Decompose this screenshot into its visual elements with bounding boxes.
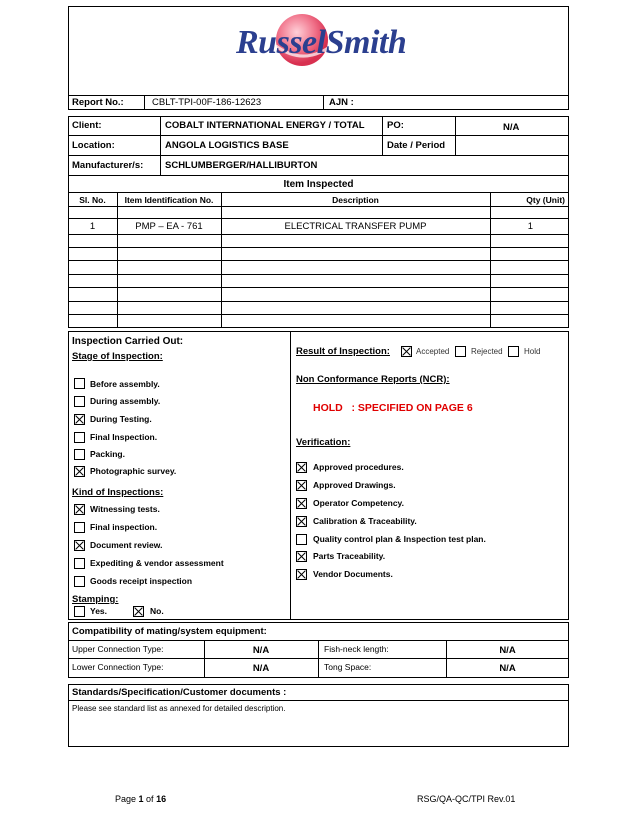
manufacturer-value: SCHLUMBERGER/HALLIBURTON xyxy=(165,160,318,171)
stage-label-3: During Testing. xyxy=(90,414,152,424)
stage-checkbox-3[interactable] xyxy=(74,414,85,425)
tong-space-label: Tong Space: xyxy=(324,662,372,672)
item-inspected-title: Item Inspected xyxy=(283,179,354,190)
stage-checkbox-4[interactable] xyxy=(74,432,85,443)
lower-connection-value: N/A xyxy=(252,663,270,674)
result-checkbox-accepted[interactable] xyxy=(401,346,412,357)
standards-title: Standards/Specification/Customer documents : xyxy=(72,687,287,698)
stamping-checkbox-no[interactable] xyxy=(133,606,144,617)
document-code: RSG/QA-QC/TPI Rev.01 xyxy=(417,794,516,804)
kind-checkbox-1[interactable] xyxy=(74,504,85,515)
stage-label-2: During assembly. xyxy=(90,396,161,406)
hold-note: HOLD : SPECIFIED ON PAGE 6 xyxy=(313,402,473,414)
report-no-value: CBLT-TPI-00F-186-12623 xyxy=(152,97,262,108)
verification-label-3: Operator Competency. xyxy=(313,498,405,508)
col-header-description: Description xyxy=(332,195,379,205)
ncr-title: Non Conformance Reports (NCR): xyxy=(296,374,450,385)
ajn-label: AJN : xyxy=(329,97,354,108)
page-number xyxy=(115,795,166,804)
verification-label-4: Calibration & Traceability. xyxy=(313,516,417,526)
kind-title: Kind of Inspections: xyxy=(72,487,164,498)
page-current: 1 xyxy=(138,794,144,804)
client-label: Client: xyxy=(72,120,102,131)
kind-checkbox-4[interactable] xyxy=(74,558,85,569)
col-header-qty: Qty (Unit) xyxy=(526,195,565,205)
row-1-item-id: PMP – EA - 761 xyxy=(135,221,203,232)
verification-checkbox-1[interactable] xyxy=(296,462,307,473)
verification-label-5: Quality control plan & Inspection test plan. xyxy=(313,534,486,544)
row-1-description: ELECTRICAL TRANSFER PUMP xyxy=(284,221,427,232)
kind-label-2: Final inspection. xyxy=(90,522,158,532)
stamping-title: Stamping: xyxy=(72,594,119,605)
col-header-item-id: Item Identification No. xyxy=(124,195,214,205)
page-of: of xyxy=(143,794,157,804)
verification-label-6: Parts Traceability. xyxy=(313,551,386,561)
fish-neck-value: N/A xyxy=(499,645,516,656)
verification-checkbox-4[interactable] xyxy=(296,516,307,527)
stamping-label-yes: Yes. xyxy=(90,606,108,616)
col-header-slno: Sl. No. xyxy=(79,195,106,205)
kind-checkbox-3[interactable] xyxy=(74,540,85,551)
kind-label-5: Goods receipt inspection xyxy=(90,576,193,586)
kind-label-3: Document review. xyxy=(90,540,163,550)
tong-space-value: N/A xyxy=(499,663,516,674)
stage-checkbox-6[interactable] xyxy=(74,466,85,477)
upper-connection-label: Upper Connection Type: xyxy=(72,644,164,654)
verification-checkbox-2[interactable] xyxy=(296,480,307,491)
stage-title: Stage of Inspection: xyxy=(72,351,163,362)
date-label: Date / Period xyxy=(387,140,446,151)
page-prefix: Page xyxy=(115,794,139,804)
verification-label-2: Approved Drawings. xyxy=(313,480,396,490)
result-title: Result of Inspection: xyxy=(296,346,390,357)
result-checkbox-rejected[interactable] xyxy=(455,346,466,357)
result-label-hold: Hold xyxy=(524,347,541,356)
location-value: ANGOLA LOGISTICS BASE xyxy=(165,140,289,151)
row-1-slno: 1 xyxy=(89,221,96,232)
verification-checkbox-3[interactable] xyxy=(296,498,307,509)
kind-label-4: Expediting & vendor assessment xyxy=(90,558,224,568)
page-total: 16 xyxy=(156,794,167,804)
company-logo xyxy=(236,10,426,80)
report-no-label: Report No.: xyxy=(72,97,124,108)
stage-label-6: Photographic survey. xyxy=(90,466,177,476)
po-label: PO: xyxy=(387,120,404,131)
result-label-rejected: Rejected xyxy=(471,347,503,356)
kind-label-1: Witnessing tests. xyxy=(90,504,160,514)
verification-checkbox-6[interactable] xyxy=(296,551,307,562)
compat-title: Compatibility of mating/system equipment: xyxy=(72,626,267,637)
stage-label-4: Final Inspection. xyxy=(90,432,158,442)
stage-label-5: Packing. xyxy=(90,449,125,459)
stage-label-1: Before assembly. xyxy=(90,379,160,389)
result-label-accepted: Accepted xyxy=(416,347,450,356)
upper-connection-value: N/A xyxy=(252,645,270,656)
verification-title: Verification: xyxy=(296,437,351,448)
kind-checkbox-5[interactable] xyxy=(74,576,85,587)
verification-label-1: Approved procedures. xyxy=(313,462,404,472)
standards-text: Please see standard list as annexed for detailed description. xyxy=(72,704,286,713)
verification-checkbox-7[interactable] xyxy=(296,569,307,580)
stage-checkbox-5[interactable] xyxy=(74,449,85,460)
stamping-checkbox-yes[interactable] xyxy=(74,606,85,617)
po-value: N/A xyxy=(503,122,520,133)
stage-checkbox-2[interactable] xyxy=(74,396,85,407)
verification-label-7: Vendor Documents. xyxy=(313,569,393,579)
stage-checkbox-1[interactable] xyxy=(74,378,85,389)
manufacturer-label: Manufacturer/s: xyxy=(72,160,144,171)
row-1-qty: 1 xyxy=(527,221,533,232)
location-label: Location: xyxy=(72,140,115,151)
kind-checkbox-2[interactable] xyxy=(74,522,85,533)
logo-text: RusselSmith xyxy=(236,24,407,61)
client-value: COBALT INTERNATIONAL ENERGY / TOTAL xyxy=(165,120,365,131)
verification-checkbox-5[interactable] xyxy=(296,534,307,545)
lower-connection-label: Lower Connection Type: xyxy=(72,662,164,672)
stamping-label-no: No. xyxy=(150,606,164,616)
fish-neck-label: Fish-neck length: xyxy=(324,644,389,654)
result-checkbox-hold[interactable] xyxy=(508,346,519,357)
inspection-title: Inspection Carried Out: xyxy=(72,336,184,347)
